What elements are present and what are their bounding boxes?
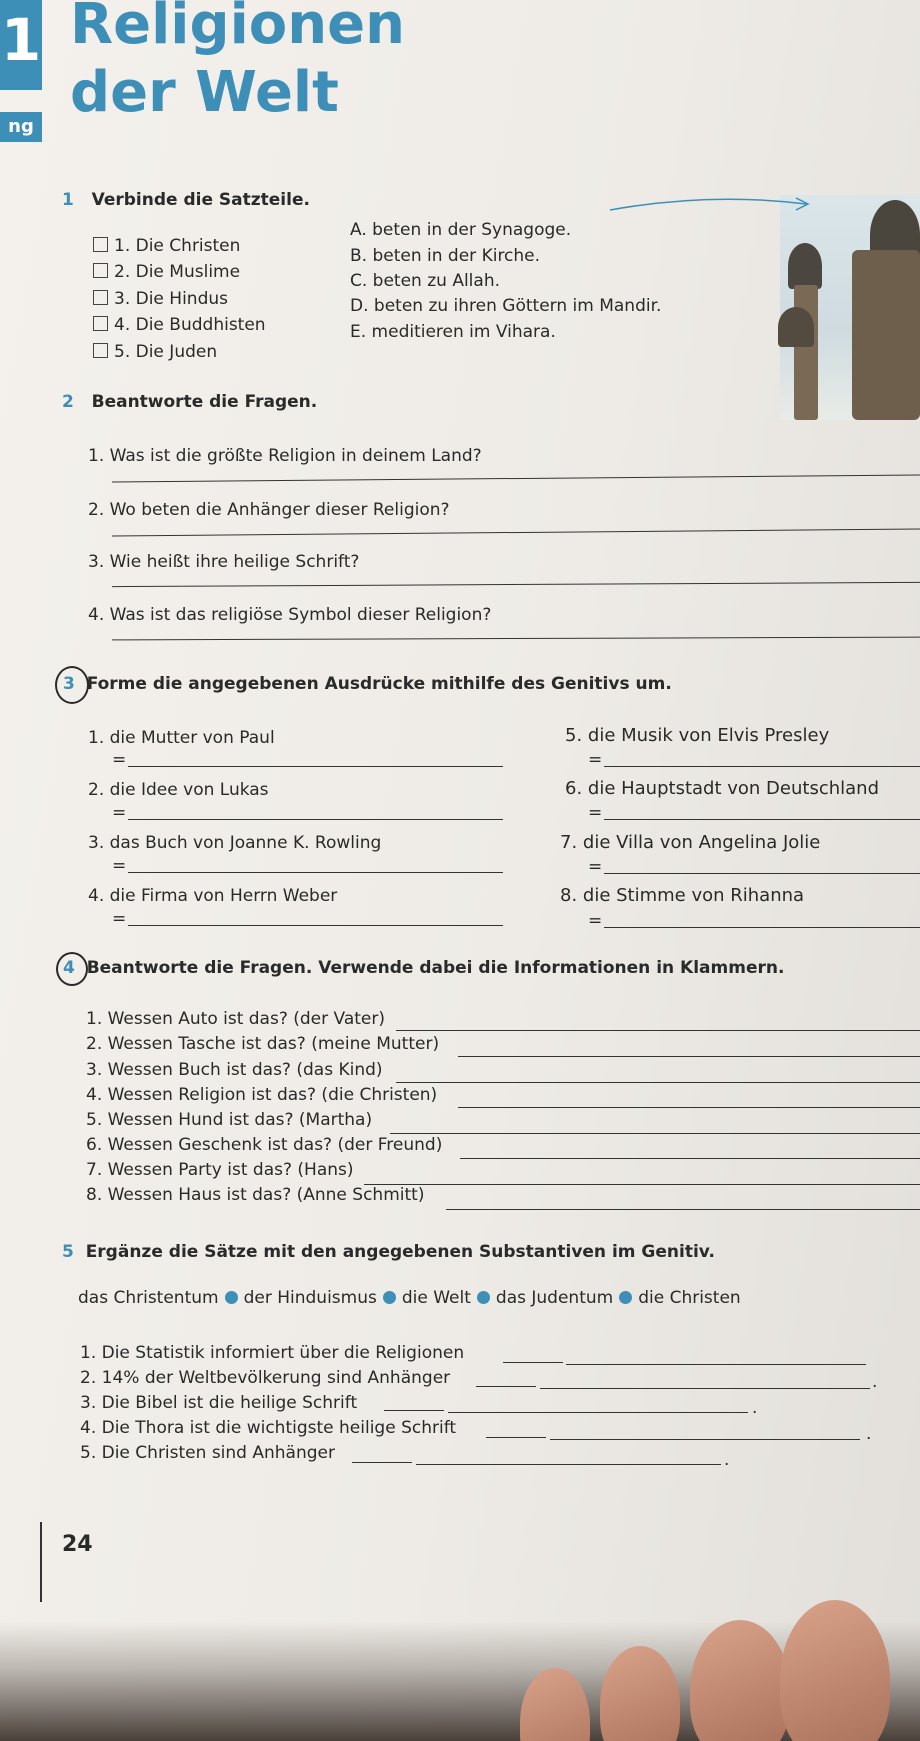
ex2-question-2: 2. Wo beten die Anhänger dieser Religion? — [88, 500, 450, 520]
ex3-item-6: 6. die Hauptstadt von Deutschland — [565, 778, 879, 799]
checkbox[interactable] — [93, 237, 108, 252]
answer-line[interactable] — [604, 873, 920, 874]
ex5-sentence-1: 1. Die Statistik informiert über die Religionen — [80, 1343, 465, 1363]
ex3-item-7: 7. die Villa von Angelina Jolie — [560, 832, 821, 853]
word-hinduismus: der Hinduismus — [243, 1288, 377, 1308]
ex4-heading — [63, 958, 784, 978]
answer-line[interactable] — [112, 474, 920, 482]
period: . — [724, 1450, 730, 1470]
margin-rule — [40, 1522, 42, 1602]
page-number: 24 — [62, 1532, 93, 1557]
ex2-number: 2 — [62, 392, 74, 412]
equals-sign: = — [588, 857, 603, 877]
ex3-item-2: 2. die Idee von Lukas — [88, 780, 269, 800]
ex5-title: Ergänze die Sätze mit den angegebenen Substantiven im Genitiv. — [85, 1242, 715, 1262]
word-christentum: das Christentum — [78, 1288, 219, 1308]
answer-line[interactable] — [112, 582, 920, 587]
chapter-tab: ng — [0, 112, 42, 142]
page-title-line1: Religionen — [70, 0, 405, 57]
ex2-question-4: 4. Was ist das religiöse Symbol dieser Religion? — [88, 605, 492, 625]
equals-sign: = — [588, 750, 603, 770]
ex5-word-box — [78, 1288, 741, 1308]
ex1-left-1: 1. Die Christen — [93, 236, 240, 256]
ex1-heading — [62, 190, 310, 210]
bullet-icon — [383, 1291, 396, 1304]
answer-line[interactable] — [416, 1464, 721, 1465]
ex4-question-7: 7. Wessen Party ist das? (Hans) — [86, 1160, 354, 1180]
ex4-question-4: 4. Wessen Religion ist das? (die Christen) — [86, 1085, 438, 1105]
ex2-title: Beantworte die Fragen. — [91, 392, 318, 412]
answer-line[interactable] — [128, 872, 503, 873]
answer-line[interactable] — [352, 1462, 412, 1463]
ex4-number: 4 — [63, 958, 75, 978]
ex4-question-3: 3. Wessen Buch ist das? (das Kind) — [86, 1060, 383, 1080]
ex3-heading — [63, 674, 672, 694]
period: . — [866, 1424, 872, 1444]
ex5-sentence-5: 5. Die Christen sind Anhänger — [80, 1443, 335, 1463]
ex1-right-c: C. beten zu Allah. — [350, 271, 501, 291]
ex3-number: 3 — [63, 674, 75, 694]
ex5-heading — [62, 1242, 715, 1262]
answer-line[interactable] — [486, 1437, 546, 1438]
ex5-sentence-3: 3. Die Bibel ist die heilige Schrift — [80, 1393, 358, 1413]
ex3-item-1: 1. die Mutter von Paul — [88, 728, 275, 748]
period: . — [752, 1398, 758, 1418]
ex2-heading — [62, 392, 317, 412]
ex3-item-4: 4. die Firma von Herrn Weber — [88, 886, 338, 906]
answer-line[interactable] — [460, 1158, 920, 1159]
answer-line[interactable] — [540, 1388, 870, 1389]
checkbox[interactable] — [93, 290, 108, 305]
equals-sign: = — [112, 803, 127, 823]
ex1-right-e: E. meditieren im Vihara. — [350, 322, 556, 342]
ex5-sentence-4: 4. Die Thora ist die wichtigste heilige Schrift — [80, 1418, 457, 1438]
answer-line[interactable] — [396, 1030, 920, 1031]
checkbox[interactable] — [93, 316, 108, 331]
ex4-title: Beantworte die Fragen. Verwende dabei die Informationen in Klammern. — [86, 958, 785, 978]
equals-sign: = — [112, 856, 127, 876]
ex1-left-3: 3. Die Hindus — [93, 289, 228, 309]
chapter-number: 1 — [0, 0, 42, 90]
ex2-question-3: 3. Wie heißt ihre heilige Schrift? — [88, 552, 360, 572]
answer-line[interactable] — [503, 1362, 563, 1363]
answer-line[interactable] — [550, 1439, 860, 1440]
answer-line[interactable] — [128, 925, 503, 926]
equals-sign: = — [588, 911, 603, 931]
equals-sign: = — [588, 803, 603, 823]
ex3-title: Forme die angegebenen Ausdrücke mithilfe des Genitivs um. — [86, 674, 672, 694]
bullet-icon — [225, 1291, 238, 1304]
answer-line[interactable] — [604, 819, 920, 820]
equals-sign: = — [112, 750, 127, 770]
ex5-number: 5 — [62, 1242, 74, 1262]
answer-line[interactable] — [566, 1364, 866, 1365]
answer-line[interactable] — [396, 1082, 920, 1083]
checkbox[interactable] — [93, 263, 108, 278]
ex3-item-8: 8. die Stimme von Rihanna — [560, 885, 805, 906]
arrow-icon — [610, 196, 810, 214]
ex5-sentence-2: 2. 14% der Weltbevölkerung sind Anhänger — [80, 1368, 451, 1388]
ex1-left-5: 5. Die Juden — [93, 342, 217, 362]
ex4-question-5: 5. Wessen Hund ist das? (Martha) — [86, 1110, 373, 1130]
ex1-right-a: A. beten in der Synagoge. — [350, 220, 572, 240]
answer-line[interactable] — [364, 1184, 920, 1185]
ex4-question-8: 8. Wessen Haus ist das? (Anne Schmitt) — [86, 1185, 425, 1205]
ex1-left-2: 2. Die Muslime — [93, 262, 240, 282]
answer-line[interactable] — [448, 1412, 748, 1413]
ex1-right-d: D. beten zu ihren Göttern im Mandir. — [350, 296, 662, 316]
synagogue-photo — [780, 195, 920, 420]
ex4-question-6: 6. Wessen Geschenk ist das? (der Freund) — [86, 1135, 443, 1155]
word-welt: die Welt — [401, 1288, 471, 1308]
bullet-icon — [619, 1291, 632, 1304]
ex3-item-5: 5. die Musik von Elvis Presley — [565, 725, 830, 746]
answer-line[interactable] — [112, 637, 920, 641]
answer-line[interactable] — [112, 528, 920, 536]
ex1-title: Verbinde die Satzteile. — [91, 190, 310, 210]
answer-line[interactable] — [128, 819, 503, 820]
checkbox[interactable] — [93, 343, 108, 358]
ex1-left-4: 4. Die Buddhisten — [93, 315, 266, 335]
answer-line[interactable] — [384, 1410, 444, 1411]
bullet-icon — [477, 1291, 490, 1304]
ex2-question-1: 1. Was ist die größte Religion in deinem Land? — [88, 446, 482, 466]
answer-line[interactable] — [458, 1107, 920, 1108]
answer-line[interactable] — [390, 1133, 920, 1134]
word-christen: die Christen — [638, 1288, 741, 1308]
ex4-question-1: 1. Wessen Auto ist das? (der Vater) — [86, 1009, 386, 1029]
ex1-right-b: B. beten in der Kirche. — [350, 246, 541, 266]
equals-sign: = — [112, 909, 127, 929]
answer-line[interactable] — [128, 766, 503, 767]
answer-line[interactable] — [604, 766, 920, 767]
page-title-line2: der Welt — [70, 60, 339, 125]
answer-line[interactable] — [476, 1386, 536, 1387]
word-judentum: das Judentum — [495, 1288, 614, 1308]
ex4-question-2: 2. Wessen Tasche ist das? (meine Mutter) — [86, 1034, 440, 1054]
ex1-number: 1 — [62, 190, 74, 210]
answer-line[interactable] — [604, 927, 920, 928]
answer-line[interactable] — [458, 1056, 920, 1057]
period: . — [872, 1372, 878, 1392]
answer-line[interactable] — [446, 1209, 920, 1210]
ex3-item-3: 3. das Buch von Joanne K. Rowling — [88, 833, 382, 853]
